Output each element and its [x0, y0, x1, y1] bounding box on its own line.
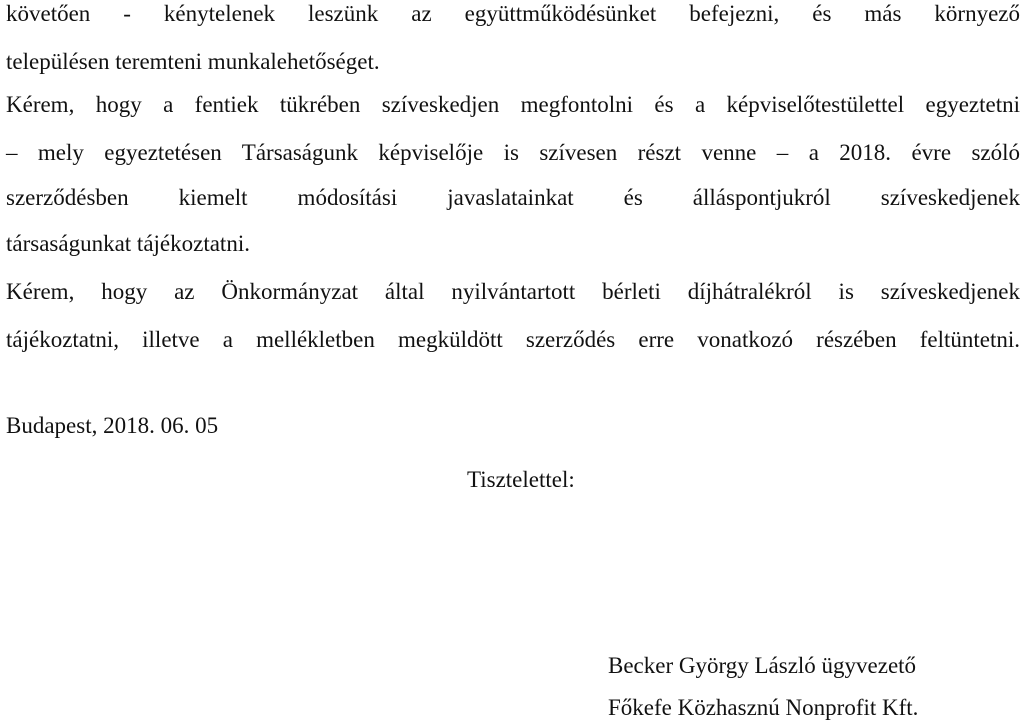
- paragraph-2-line-2: – mely egyeztetésen Társaságunk képviselője is szívesen részt venne – a 2018. évre szóló: [6, 140, 1020, 165]
- paragraph-2-line-4: társaságunkat tájékoztatni.: [6, 231, 250, 256]
- place-date: Budapest, 2018. 06. 05: [6, 413, 219, 438]
- paragraph-2-line-1: Kérem, hogy a fentiek tükrében szíveskedjen megfontolni és a képviselőtestülettel egyeztetni: [6, 92, 1020, 117]
- paragraph-2-line-3: szerződésben kiemelt módosítási javaslatainkat és álláspontjukról szíveskedjenek: [6, 185, 1020, 210]
- paragraph-3-line-1: Kérem, hogy az Önkormányzat által nyilvántartott bérleti díjhátralékról is szíveskedjenek: [6, 279, 1020, 304]
- paragraph-3-line-2: tájékoztatni, illetve a mellékletben megküldött szerződés erre vonatkozó részében feltüntetni.: [6, 327, 1020, 352]
- signatory-name: Becker György László ügyvezető: [608, 653, 917, 678]
- paragraph-1-line-2: településen teremteni munkalehetőséget.: [6, 49, 380, 74]
- paragraph-1-line-1: követően - kénytelenek leszünk az együttműködésünket befejezni, és más környező: [6, 1, 1020, 26]
- closing-salutation: Tisztelettel:: [467, 467, 575, 492]
- signatory-organization: Főkefe Közhasznú Nonprofit Kft.: [608, 695, 919, 720]
